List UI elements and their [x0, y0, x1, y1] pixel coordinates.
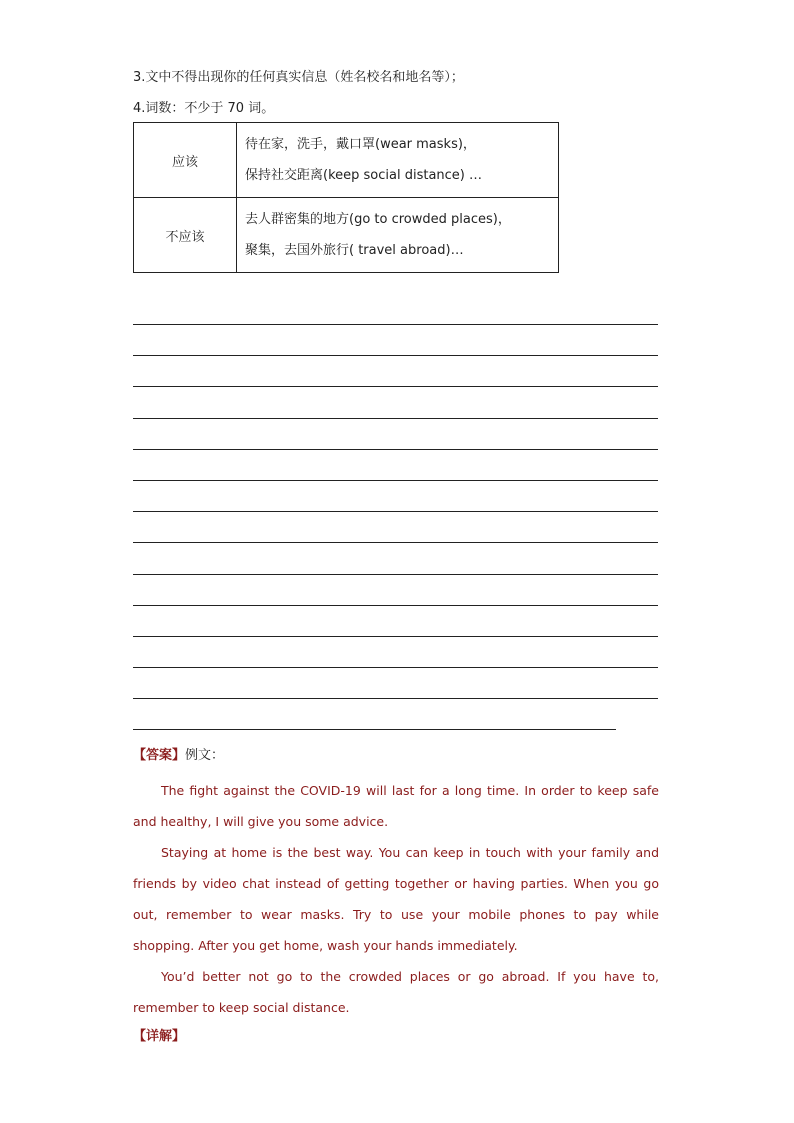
writing-line: [133, 667, 658, 668]
writing-line: [133, 605, 658, 606]
answer-label: 例文：: [185, 748, 225, 763]
writing-line: [133, 386, 658, 387]
writing-line: [133, 729, 616, 730]
should-not-line-2: 聚集，去国外旅行( travel abroad)…: [245, 243, 464, 258]
writing-line: [133, 449, 658, 450]
writing-line: [133, 418, 658, 419]
model-essay: [133, 775, 659, 1023]
category-should: 应该: [134, 123, 237, 198]
writing-line: [133, 698, 658, 699]
writing-line: [133, 511, 658, 512]
should-line-2: 保持社交距离(keep social distance) …: [245, 168, 483, 183]
requirement-4: 4.词数：不少于 70 词。: [133, 101, 275, 116]
should-line-1: 待在家，洗手，戴口罩(wear masks)，: [245, 137, 476, 152]
essay-paragraph: The fight against the COVID-19 will last for a long time. In order to keep safe and healthy, I will give you some advice.: [133, 783, 659, 829]
answer-tag: 【答案】: [133, 748, 186, 763]
requirement-3: 3.文中不得出现你的任何真实信息（姓名校名和地名等）；: [133, 70, 464, 85]
answer-heading: [133, 744, 659, 763]
writing-line: [133, 542, 658, 543]
category-should-not: 不应该: [134, 198, 237, 273]
writing-line: [133, 480, 658, 481]
writing-line: [133, 636, 658, 637]
writing-line: [133, 574, 658, 575]
writing-line: [133, 355, 658, 356]
essay-paragraph: Staying at home is the best way. You can keep in touch with your family and friends by video chat instead of getting together or having parties. When you go out, remember to wear masks. Try to use your mobile phones to pay while shopping. After you get home, wash your hands immediately.: [133, 845, 659, 953]
should-not-line-1: 去人群密集的地方(go to crowded places)，: [245, 212, 511, 227]
essay-paragraph: You’d better not go to the crowded places or go abroad. If you have to, remember to keep social distance.: [133, 969, 659, 1015]
writing-line: [133, 324, 658, 325]
detail-heading: 【详解】: [133, 1029, 186, 1044]
